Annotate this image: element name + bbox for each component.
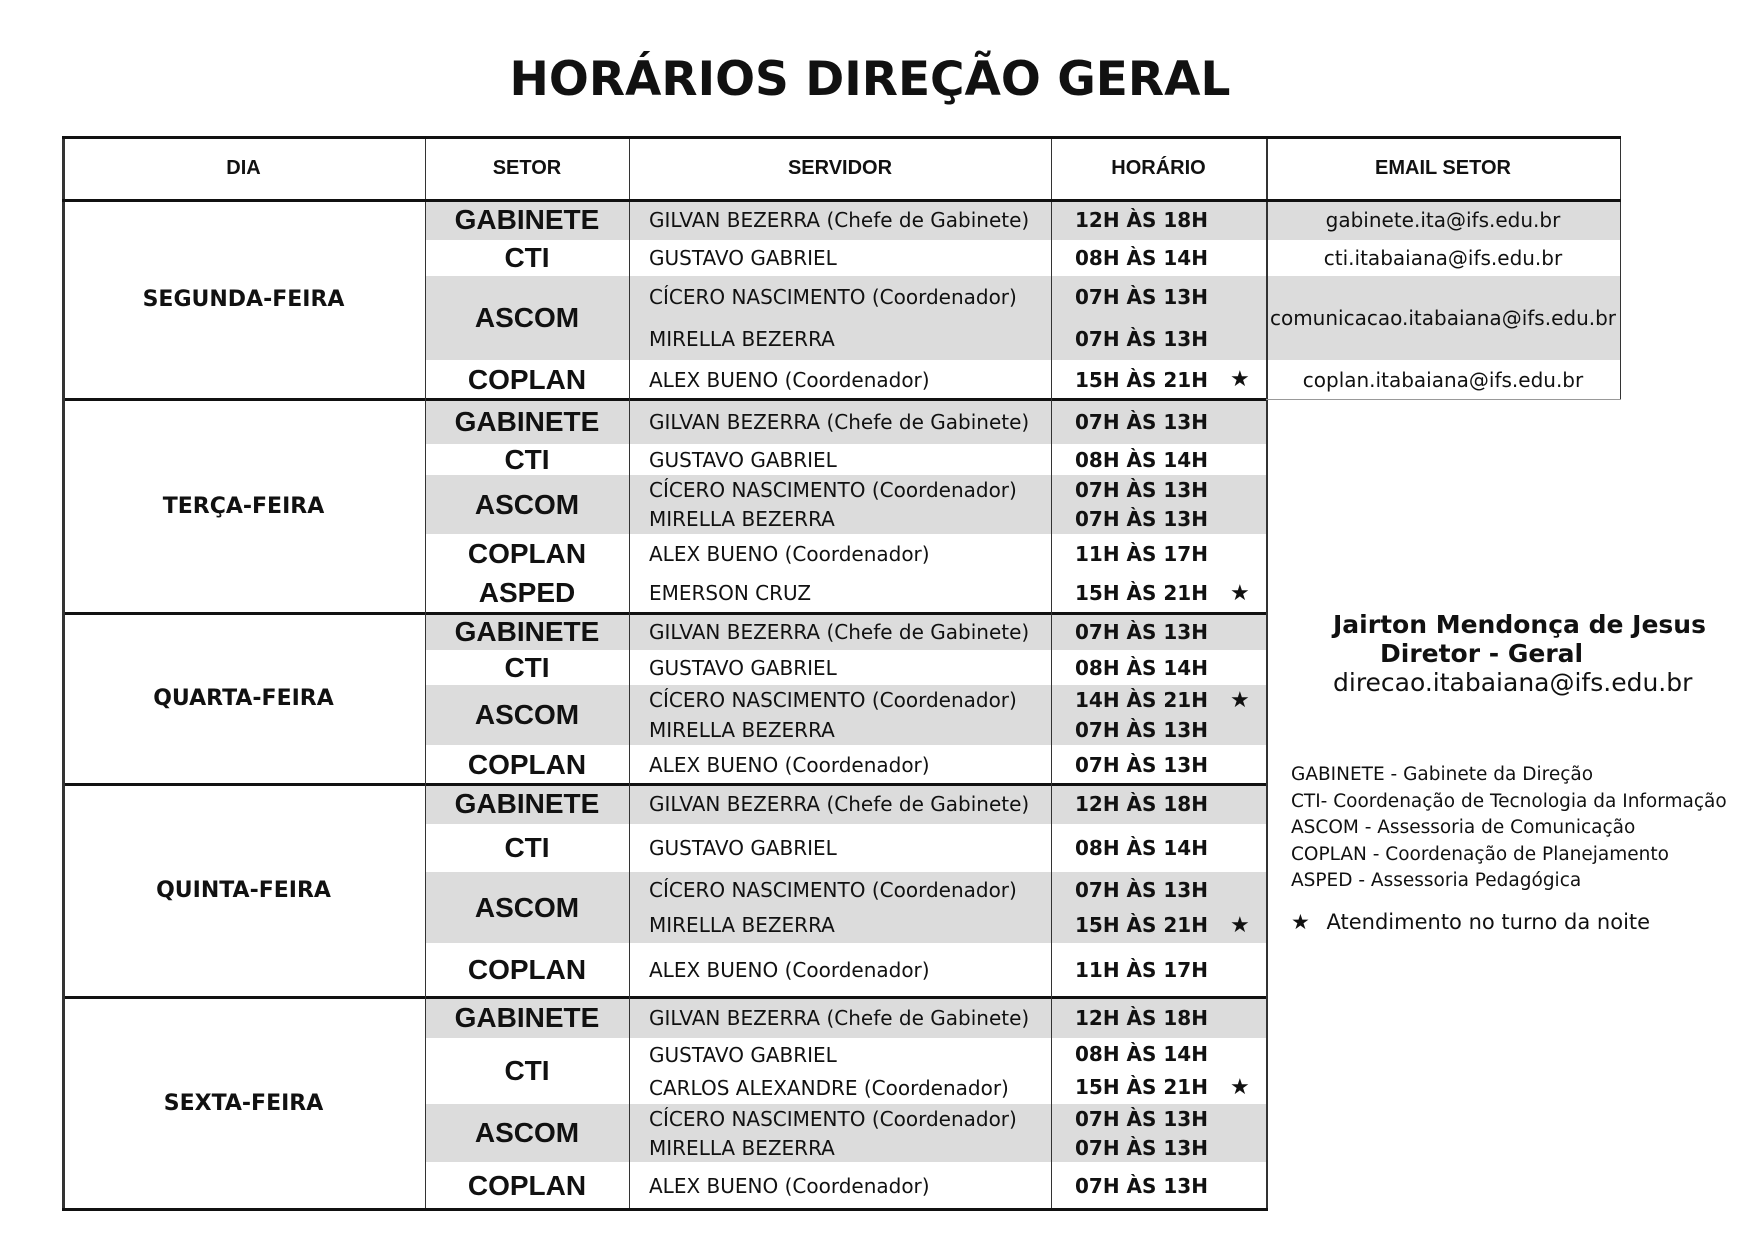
servidor-name: MIRELLA BEZERRA	[649, 507, 835, 532]
column-divider	[629, 137, 630, 1209]
day-divider	[62, 398, 1267, 401]
setor-label: ASCOM	[474, 699, 580, 730]
page-title: HORÁRIOS DIREÇÃO GERAL	[509, 52, 1231, 107]
setor-label: GABINETE	[454, 788, 600, 819]
servidor-name: GILVAN BEZERRA (Chefe de Gabinete)	[649, 409, 1030, 434]
servidor-cell	[629, 534, 1051, 613]
horario-value: 11H ÀS 17H	[1075, 958, 1208, 982]
setor-cell	[425, 613, 629, 650]
horario-cell	[1051, 685, 1266, 745]
setor-label: COPLAN	[467, 537, 587, 569]
horario-cell	[1051, 824, 1266, 872]
horario-entry	[1075, 753, 1266, 777]
horario-value: 07H ÀS 13H	[1075, 619, 1208, 644]
header-horario: HORÁRIO	[1111, 157, 1206, 179]
servidor-name: ALEX BUENO (Coordenador)	[649, 1173, 930, 1198]
setor-cell	[425, 685, 629, 745]
horario-entry	[1075, 1174, 1266, 1198]
servidor-name: CÍCERO NASCIMENTO (Coordenador)	[649, 1106, 1017, 1131]
setor-label: COPLAN	[467, 1169, 587, 1201]
servidor-cell	[629, 745, 1051, 784]
horario-entry	[1075, 1042, 1266, 1066]
servidor-name: MIRELLA BEZERRA	[649, 1135, 835, 1160]
setor-label: ASCOM	[474, 1117, 580, 1148]
setor-label: CTI	[504, 832, 550, 863]
setor-cell	[425, 872, 629, 943]
horario-entry	[1075, 367, 1266, 392]
setor-cell	[425, 1162, 629, 1209]
horario-cell	[1051, 1104, 1266, 1162]
horario-entry	[1075, 208, 1266, 232]
horario-entry	[1075, 507, 1266, 531]
horario-value: 12H ÀS 18H	[1075, 1005, 1208, 1030]
setor-cell	[425, 824, 629, 872]
horario-entry	[1075, 327, 1266, 351]
servidor-cell	[629, 997, 1051, 1038]
servidor-cell	[629, 444, 1051, 475]
servidor-name: GUSTAVO GABRIEL	[649, 836, 837, 860]
servidor-cell	[629, 685, 1051, 745]
setor-cell	[425, 444, 629, 475]
servidor-name: GUSTAVO GABRIEL	[649, 1042, 837, 1067]
horario-value: 08H ÀS 14H	[1075, 655, 1208, 680]
servidor-cell	[629, 943, 1051, 997]
servidor-cell	[629, 200, 1051, 240]
setor-label: COPLAN	[467, 748, 587, 780]
email-setor: coplan.itabaiana@ifs.edu.br	[1302, 367, 1584, 392]
horario-value: 11H ÀS 17H	[1075, 541, 1208, 566]
horario-entry	[1075, 792, 1266, 816]
servidor-name: GUSTAVO GABRIEL	[649, 447, 837, 472]
horario-cell	[1051, 399, 1266, 444]
horario-value: 07H ÀS 13H	[1075, 285, 1208, 309]
horario-value: 08H ÀS 14H	[1075, 1042, 1208, 1067]
servidor-name: ALEX BUENO (Coordenador)	[649, 752, 930, 777]
horario-entry	[1075, 836, 1266, 860]
horario-value: 07H ÀS 13H	[1075, 752, 1208, 777]
servidor-name: GUSTAVO GABRIEL	[649, 655, 837, 680]
horario-cell	[1051, 200, 1266, 240]
horario-value: 07H ÀS 13H	[1075, 1135, 1208, 1160]
horario-entry	[1075, 410, 1266, 434]
horario-value: 07H ÀS 13H	[1075, 1106, 1208, 1131]
day-label: QUARTA-FEIRA	[153, 686, 334, 711]
horario-entry	[1075, 878, 1266, 902]
servidor-name: CÍCERO NASCIMENTO (Coordenador)	[649, 285, 1017, 309]
servidor-cell	[629, 475, 1051, 534]
star-icon: ★	[1229, 912, 1250, 938]
horario-entry	[1075, 1136, 1266, 1160]
horario-entry	[1075, 656, 1266, 680]
horario-cell	[1051, 745, 1266, 784]
horario-entry	[1075, 688, 1266, 713]
horario-cell	[1051, 784, 1266, 824]
horario-cell	[1051, 872, 1266, 943]
horario-cell	[1051, 613, 1266, 650]
column-divider	[1620, 137, 1621, 399]
setor-cell	[425, 534, 629, 613]
setor-cell	[425, 360, 629, 399]
horario-cell	[1051, 444, 1266, 475]
servidor-name: CÍCERO NASCIMENTO (Coordenador)	[649, 877, 1017, 902]
setor-label: ASCOM	[474, 488, 580, 520]
servidor-name: CÍCERO NASCIMENTO (Coordenador)	[649, 477, 1017, 502]
horario-value: 15H ÀS 21H	[1075, 913, 1208, 937]
servidor-name: GILVAN BEZERRA (Chefe de Gabinete)	[649, 208, 1030, 232]
setor-cell	[425, 650, 629, 685]
header-dia: DIA	[226, 157, 261, 179]
day-divider	[62, 996, 1267, 999]
table-border	[62, 137, 65, 1211]
horario-entry	[1075, 246, 1266, 270]
servidor-cell	[629, 824, 1051, 872]
star-icon: ★	[1229, 1074, 1250, 1100]
servidor-cell	[629, 360, 1051, 399]
horario-value: 12H ÀS 18H	[1075, 208, 1208, 232]
horario-entry	[1075, 718, 1266, 742]
servidor-name: ALEX BUENO (Coordenador)	[649, 541, 930, 566]
servidor-name: EMERSON CRUZ	[649, 581, 812, 606]
star-icon: ★	[1291, 910, 1310, 934]
setor-label: COPLAN	[467, 363, 587, 395]
director-name: Jairton Mendonça de Jesus	[1333, 610, 1706, 639]
column-divider	[425, 137, 426, 1209]
servidor-cell	[629, 1104, 1051, 1162]
horario-value: 07H ÀS 13H	[1075, 507, 1208, 532]
horario-entry	[1075, 1006, 1266, 1030]
setor-cell	[425, 200, 629, 240]
director-email: direcao.itabaiana@ifs.edu.br	[1333, 668, 1693, 697]
horario-value: 08H ÀS 14H	[1075, 836, 1208, 860]
servidor-name: ALEX BUENO (Coordenador)	[649, 367, 930, 392]
servidor-cell	[629, 1038, 1051, 1104]
setor-label: ASPED	[478, 577, 576, 609]
setor-cell	[425, 997, 629, 1038]
email-setor: comunicacao.itabaiana@ifs.edu.br	[1269, 306, 1617, 330]
servidor-cell	[629, 650, 1051, 685]
setor-label: COPLAN	[467, 954, 587, 985]
setor-cell	[425, 745, 629, 784]
horario-entry	[1075, 1107, 1266, 1131]
servidor-name: GILVAN BEZERRA (Chefe de Gabinete)	[649, 619, 1030, 644]
setor-label: GABINETE	[454, 204, 600, 235]
legend-item: CTI- Coordenação de Tecnologia da Informação	[1291, 790, 1727, 812]
servidor-cell	[629, 784, 1051, 824]
servidor-cell	[629, 399, 1051, 444]
horario-value: 07H ÀS 13H	[1075, 718, 1208, 743]
horario-value: 15H ÀS 21H	[1075, 1075, 1208, 1100]
servidor-name: GILVAN BEZERRA (Chefe de Gabinete)	[649, 1005, 1030, 1030]
servidor-name: CÍCERO NASCIMENTO (Coordenador)	[649, 688, 1017, 712]
day-label: SEGUNDA-FEIRA	[142, 287, 345, 312]
horario-value: 12H ÀS 18H	[1075, 792, 1208, 816]
email-setor: cti.itabaiana@ifs.edu.br	[1323, 246, 1563, 270]
setor-label: CTI	[504, 242, 550, 273]
setor-cell	[425, 784, 629, 824]
servidor-cell	[629, 1162, 1051, 1209]
setor-label: CTI	[504, 444, 550, 475]
servidor-name: MIRELLA BEZERRA	[649, 327, 835, 351]
horario-cell	[1051, 475, 1266, 534]
horario-entry	[1075, 620, 1266, 644]
setor-cell	[425, 399, 629, 444]
night-legend-text: Atendimento no turno da noite	[1326, 910, 1651, 934]
star-icon: ★	[1229, 687, 1250, 713]
horario-value: 07H ÀS 13H	[1075, 877, 1208, 902]
setor-cell	[425, 943, 629, 997]
legend-item: ASCOM - Assessoria de Comunicação	[1291, 817, 1636, 838]
night-legend	[1291, 910, 1650, 934]
horario-value: 08H ÀS 14H	[1075, 447, 1208, 472]
day-divider	[62, 783, 1267, 786]
setor-cell	[425, 1038, 629, 1104]
day-label: QUINTA-FEIRA	[156, 878, 331, 903]
horario-cell	[1051, 943, 1266, 997]
horario-cell	[1051, 360, 1266, 399]
horario-value: 07H ÀS 13H	[1075, 327, 1208, 351]
horario-value: 14H ÀS 21H	[1075, 688, 1208, 713]
header-email: EMAIL SETOR	[1375, 157, 1511, 179]
horario-entry	[1075, 478, 1266, 502]
setor-cell	[425, 276, 629, 360]
legend-item: ASPED - Assessoria Pedagógica	[1291, 870, 1582, 891]
servidor-name: MIRELLA BEZERRA	[649, 718, 835, 742]
director-block	[1300, 610, 1720, 697]
day-divider	[62, 612, 1267, 615]
star-icon: ★	[1229, 367, 1250, 392]
horario-cell	[1051, 276, 1266, 360]
horario-entry	[1075, 913, 1266, 938]
servidor-cell	[629, 613, 1051, 650]
legend-item: GABINETE - Gabinete da Direção	[1291, 764, 1594, 785]
star-icon: ★	[1229, 580, 1250, 606]
horario-entry	[1075, 581, 1266, 606]
horario-value: 15H ÀS 21H	[1075, 367, 1208, 392]
setor-label: GABINETE	[454, 405, 600, 437]
setor-cell	[425, 240, 629, 276]
horario-cell	[1051, 534, 1266, 613]
setor-label: CTI	[504, 651, 550, 683]
horario-value: 08H ÀS 14H	[1075, 246, 1208, 270]
servidor-name: GILVAN BEZERRA (Chefe de Gabinete)	[649, 792, 1030, 816]
horario-cell	[1051, 240, 1266, 276]
horario-value: 07H ÀS 13H	[1075, 409, 1208, 434]
setor-cell	[425, 475, 629, 534]
servidor-cell	[629, 872, 1051, 943]
setor-label: CTI	[504, 1055, 550, 1086]
header-setor: SETOR	[492, 157, 562, 179]
column-divider	[1266, 137, 1268, 1209]
servidor-name: ALEX BUENO (Coordenador)	[649, 958, 930, 982]
horario-entry	[1075, 448, 1266, 472]
setor-label: ASCOM	[474, 891, 580, 923]
email-setor: gabinete.ita@ifs.edu.br	[1325, 208, 1561, 232]
horario-value: 07H ÀS 13H	[1075, 1173, 1208, 1198]
day-label: SEXTA-FEIRA	[163, 1090, 324, 1116]
legend-item: COPLAN - Coordenação de Planejamento	[1291, 843, 1669, 865]
setor-label: GABINETE	[454, 615, 600, 647]
horario-entry	[1075, 958, 1266, 982]
horario-cell	[1051, 1162, 1266, 1209]
sector-legend	[1291, 762, 1727, 895]
setor-label: ASCOM	[474, 302, 580, 333]
column-divider	[1051, 137, 1052, 1209]
horario-value: 07H ÀS 13H	[1075, 477, 1208, 502]
director-role: Diretor - Geral	[1380, 639, 1584, 668]
horario-entry	[1075, 1075, 1266, 1100]
email-border	[1266, 399, 1621, 400]
table-border	[62, 1208, 1268, 1211]
horario-value: 15H ÀS 21H	[1075, 581, 1208, 605]
header-servidor: SERVIDOR	[787, 157, 893, 179]
horario-entry	[1075, 542, 1266, 566]
servidor-cell	[629, 240, 1051, 276]
servidor-name: CARLOS ALEXANDRE (Coordenador)	[649, 1075, 1009, 1100]
servidor-name: MIRELLA BEZERRA	[649, 913, 835, 938]
servidor-cell	[629, 276, 1051, 360]
day-label: TERÇA-FEIRA	[162, 493, 325, 519]
setor-label: GABINETE	[454, 1001, 600, 1033]
horario-entry	[1075, 285, 1266, 309]
table-border	[62, 136, 1621, 139]
header-divider	[62, 199, 1621, 202]
horario-cell	[1051, 997, 1266, 1038]
horario-cell	[1051, 650, 1266, 685]
servidor-name: GUSTAVO GABRIEL	[649, 246, 837, 270]
setor-cell	[425, 1104, 629, 1162]
horario-cell	[1051, 1038, 1266, 1104]
